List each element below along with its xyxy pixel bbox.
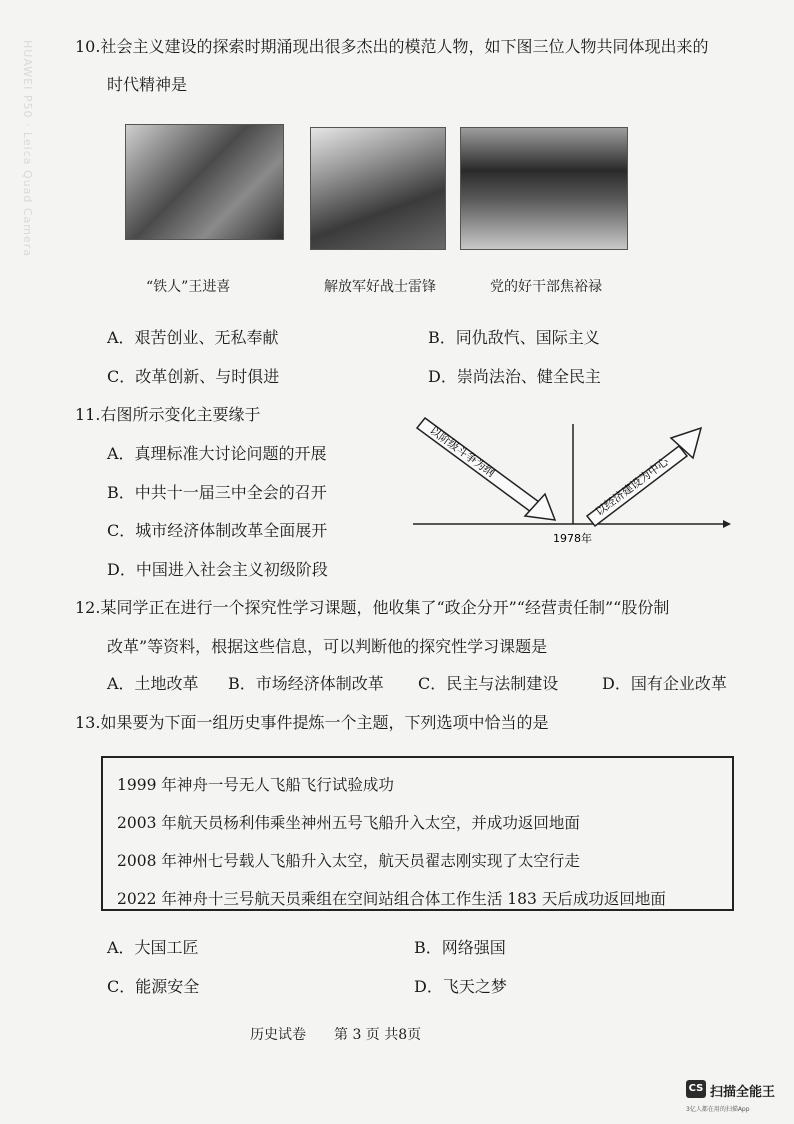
event-2003: 2003 年航天员杨利伟乘坐神州五号飞船升入太空，并成功返回地面 bbox=[117, 814, 580, 832]
q13-stem: 13.如果要为下面一组历史事件提炼一个主题，下列选项中恰当的是 bbox=[75, 713, 549, 732]
scanner-badge-icon: CS bbox=[686, 1080, 706, 1098]
diagram-left-label: 以阶级斗争为纲 bbox=[427, 423, 498, 480]
q10-option-d[interactable]: D．崇尚法治、健全民主 bbox=[428, 367, 601, 386]
diagram-right-arrow bbox=[587, 428, 701, 526]
diagram-left-arrow bbox=[417, 418, 555, 520]
event-2008: 2008 年神州七号载人飞船升入太空，航天员翟志刚实现了太空行走 bbox=[117, 852, 580, 870]
q12-option-c[interactable]: C．民主与法制建设 bbox=[418, 674, 559, 693]
q11-diagram bbox=[405, 412, 735, 552]
q10-option-a[interactable]: A．艰苦创业、无私奉献 bbox=[107, 328, 279, 347]
q12-stem-line1: 12.某同学正在进行一个探究性学习课题，他收集了“政企分开”“经营责任制”“股份制 bbox=[75, 598, 670, 617]
q13-option-b[interactable]: B．网络强国 bbox=[414, 938, 506, 957]
page-footer: 历史试卷 第 3 页 共8页 bbox=[250, 1027, 422, 1043]
q11-option-a[interactable]: A．真理标准大讨论问题的开展 bbox=[107, 444, 327, 463]
q10-option-b[interactable]: B．同仇敌忾、国际主义 bbox=[428, 328, 600, 347]
q13-option-d[interactable]: D．飞天之梦 bbox=[414, 977, 507, 996]
scanner-app-name: 扫描全能王 bbox=[710, 1085, 776, 1100]
event-1999: 1999 年神舟一号无人飞船飞行试验成功 bbox=[117, 776, 394, 794]
q12-stem-line2: 改革”等资料，根据这些信息，可以判断他的探究性学习课题是 bbox=[107, 637, 548, 656]
q11-stem: 11.右图所示变化主要缘于 bbox=[75, 405, 261, 424]
photo-lei-feng bbox=[310, 127, 446, 250]
caption-wang-jinxi: “铁人”王进喜 bbox=[146, 279, 231, 295]
diagram-year-label: 1978年 bbox=[553, 532, 592, 545]
q13-events-box bbox=[101, 756, 734, 911]
q13-option-a[interactable]: A．大国工匠 bbox=[107, 938, 199, 957]
caption-lei-feng: 解放军好战士雷锋 bbox=[324, 279, 436, 295]
q11-option-b[interactable]: B．中共十一届三中全会的召开 bbox=[107, 483, 327, 502]
scanner-tagline: 3亿人都在用的扫描App bbox=[686, 1106, 750, 1113]
diagram-right-label: 以经济建设为中心 bbox=[592, 455, 672, 519]
q12-option-a[interactable]: A．土地改革 bbox=[107, 674, 199, 693]
q12-option-b[interactable]: B．市场经济体制改革 bbox=[228, 674, 384, 693]
event-2022: 2022 年神舟十三号航天员乘组在空间站组合体工作生活 183 天后成功返回地面 bbox=[117, 890, 666, 908]
camera-watermark: HUAWEI P50 · Leica Quad Camera bbox=[21, 40, 34, 257]
photo-jiao-yulu bbox=[460, 127, 628, 250]
q11-option-d[interactable]: D．中国进入社会主义初级阶段 bbox=[107, 560, 328, 579]
diagram-axis-arrowhead bbox=[723, 520, 731, 528]
photo-wang-jinxi bbox=[125, 124, 284, 240]
caption-jiao-yulu: 党的好干部焦裕禄 bbox=[490, 279, 602, 295]
q10-stem-line2: 时代精神是 bbox=[107, 75, 188, 94]
q13-option-c[interactable]: C．能源安全 bbox=[107, 977, 200, 996]
q11-option-c[interactable]: C．城市经济体制改革全面展开 bbox=[107, 521, 328, 540]
q10-stem-line1: 10.社会主义建设的探索时期涌现出很多杰出的模范人物，如下图三位人物共同体现出来的 bbox=[75, 37, 709, 56]
q10-option-c[interactable]: C．改革创新、与时俱进 bbox=[107, 367, 280, 386]
q12-option-d[interactable]: D．国有企业改革 bbox=[602, 674, 727, 693]
